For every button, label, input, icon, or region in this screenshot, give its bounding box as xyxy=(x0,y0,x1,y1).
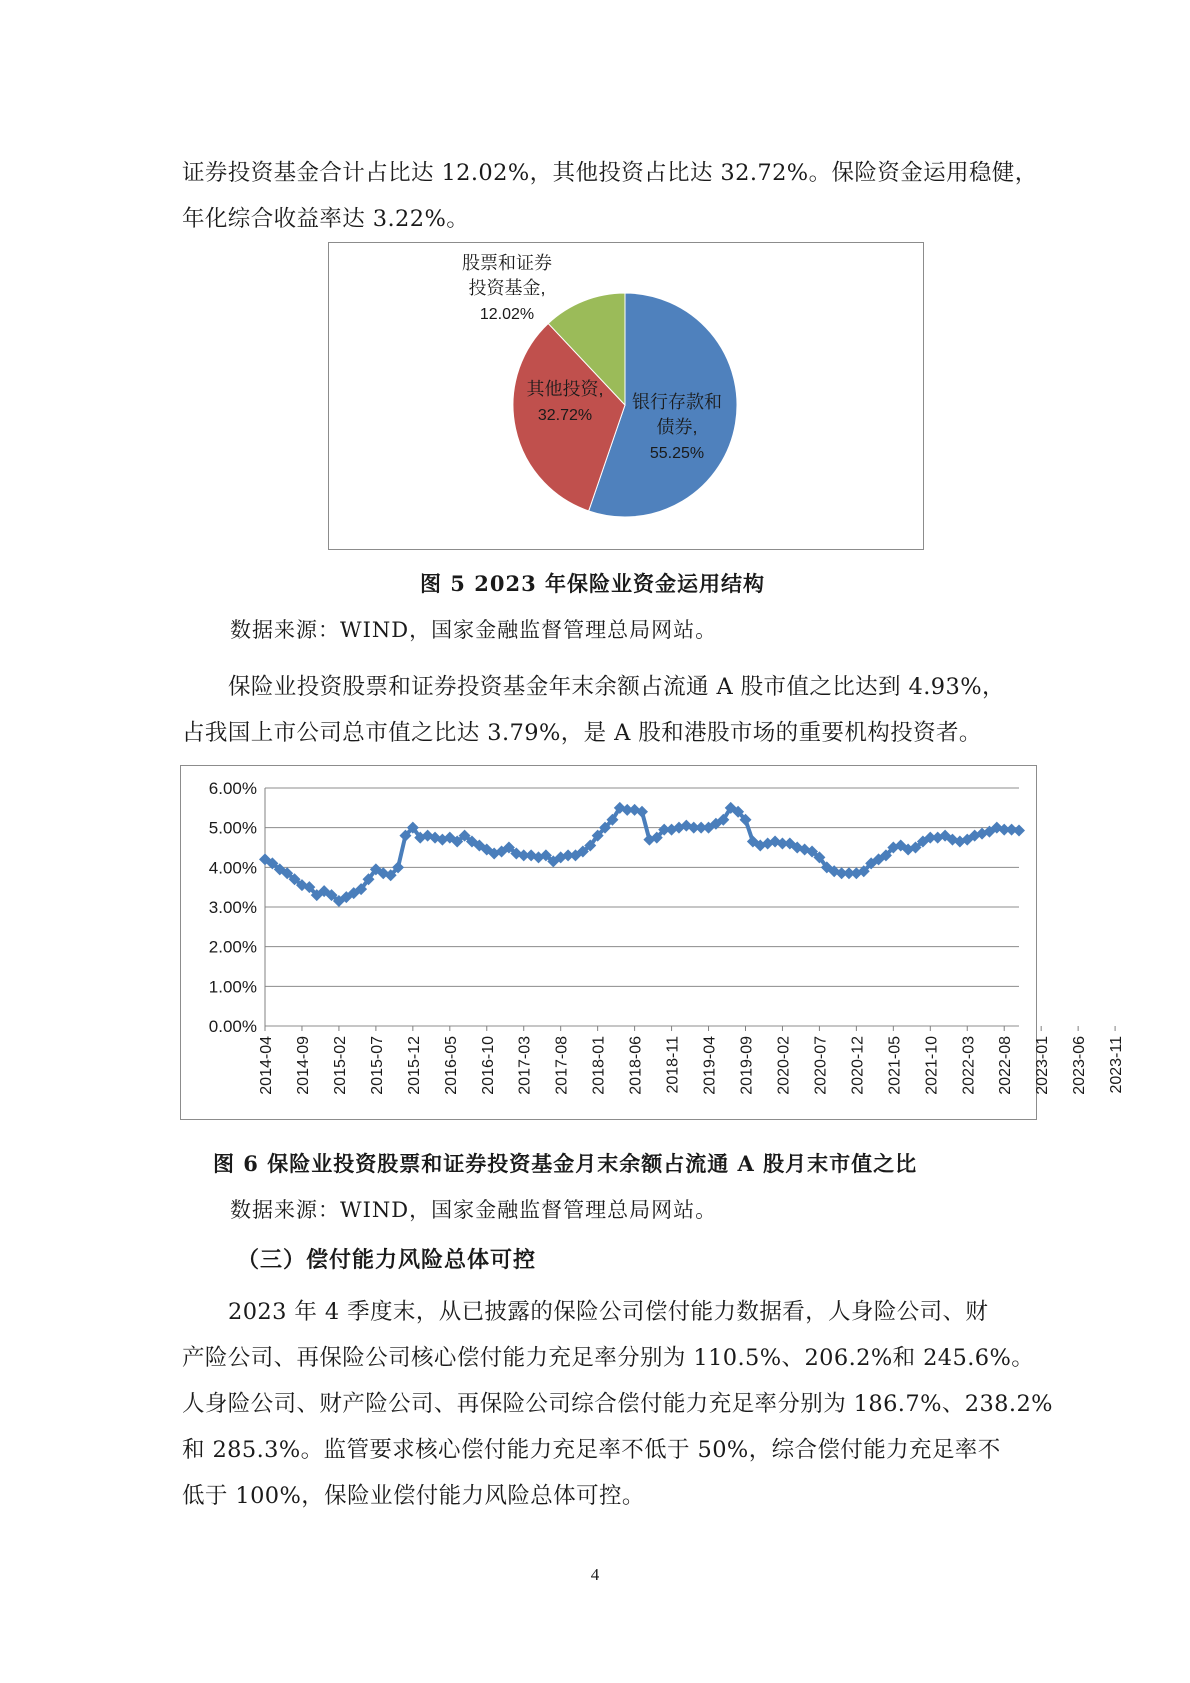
y-tick-label: 1.00% xyxy=(208,977,257,997)
y-tick-label: 0.00% xyxy=(208,1017,257,1036)
pie-category-label: 债券, xyxy=(656,417,698,437)
paragraph-line: 产险公司、再保险公司核心偿付能力充足率分别为 110.5%、206.2%和 245.6%。 xyxy=(182,1345,1035,1371)
x-tick-label: 2019-04 xyxy=(701,1036,719,1095)
x-tick-label: 2016-05 xyxy=(442,1036,460,1095)
paragraph-line: 保险业投资股票和证券投资基金年末余额占流通 A 股市值之比达到 4.93%， xyxy=(228,674,1005,700)
x-tick-label: 2018-01 xyxy=(590,1036,608,1095)
figure5-source: 数据来源：WIND，国家金融监督管理总局网站。 xyxy=(230,618,718,642)
x-tick-label: 2014-09 xyxy=(294,1036,312,1095)
x-tick-label: 2023-01 xyxy=(1034,1036,1052,1095)
x-tick-label: 2020-07 xyxy=(812,1036,830,1095)
x-tick-label: 2019-09 xyxy=(738,1036,756,1095)
pie-category-label: 银行存款和 xyxy=(632,392,722,412)
paragraph-line: 证券投资基金合计占比达 12.02%，其他投资占比达 32.72%。保险资金运用稳健， xyxy=(182,160,1038,186)
paragraph-line: 占我国上市公司总市值之比达 3.79%，是 A 股和港股市场的重要机构投资者。 xyxy=(182,720,982,746)
x-tick-label: 2022-08 xyxy=(997,1036,1015,1095)
pie-category-label: 其他投资, xyxy=(526,379,604,399)
y-tick-label: 6.00% xyxy=(208,779,257,798)
x-tick-label: 2015-02 xyxy=(331,1036,349,1095)
y-tick-label: 2.00% xyxy=(208,937,257,957)
x-tick-label: 2017-08 xyxy=(553,1036,571,1095)
x-tick-label: 2016-10 xyxy=(479,1036,497,1095)
y-tick-label: 3.00% xyxy=(208,898,257,917)
pie-category-label: 股票和证券 xyxy=(462,253,552,273)
x-tick-label: 2021-10 xyxy=(923,1036,941,1095)
x-tick-label: 2023-06 xyxy=(1071,1036,1089,1095)
x-tick-label: 2018-11 xyxy=(664,1036,682,1094)
paragraph-line: 年化综合收益率达 3.22%。 xyxy=(182,206,470,232)
pie-data-label: 32.72% xyxy=(537,407,593,424)
x-tick-label: 2014-04 xyxy=(258,1036,275,1095)
x-tick-label: 2022-03 xyxy=(960,1036,978,1095)
section-heading: （三）偿付能力风险总体可控 xyxy=(237,1247,537,1273)
x-tick-label: 2017-03 xyxy=(516,1036,534,1095)
paragraph-line: 人身险公司、财产险公司、再保险公司综合偿付能力充足率分别为 186.7%、238.2% xyxy=(182,1391,1053,1417)
series-line xyxy=(265,808,1019,901)
data-point xyxy=(1013,824,1025,836)
pie-category-label: 投资基金, xyxy=(468,278,546,298)
paragraph-line: 和 285.3%。监管要求核心偿付能力充足率不低于 50%，综合偿付能力充足率不 xyxy=(182,1437,1001,1463)
figure5-pie-chart xyxy=(329,243,923,549)
figure6-line-chart xyxy=(181,766,1126,1119)
x-tick-label: 2021-05 xyxy=(886,1036,904,1095)
x-tick-label: 2018-06 xyxy=(627,1036,645,1095)
figure6-source: 数据来源：WIND，国家金融监督管理总局网站。 xyxy=(230,1198,718,1222)
figure5-chart-frame xyxy=(328,242,924,550)
y-tick-label: 4.00% xyxy=(208,858,257,878)
x-tick-label: 2015-12 xyxy=(405,1036,423,1095)
pie-data-label: 12.02% xyxy=(479,306,535,323)
x-tick-label: 2023-11 xyxy=(1108,1036,1126,1094)
x-tick-label: 2020-12 xyxy=(849,1036,867,1095)
figure6-chart-frame xyxy=(180,765,1126,1120)
page-number: 4 xyxy=(590,1565,600,1584)
y-tick-label: 5.00% xyxy=(208,818,257,838)
paragraph-line: 低于 100%，保险业偿付能力风险总体可控。 xyxy=(182,1483,645,1509)
figure5-caption: 图 5 2023 年保险业资金运用结构 xyxy=(420,571,765,596)
x-tick-label: 2020-02 xyxy=(775,1036,793,1095)
x-tick-label: 2015-07 xyxy=(368,1036,386,1095)
figure6-caption: 图 6 保险业投资股票和证券投资基金月末余额占流通 A 股月末市值之比 xyxy=(213,1151,918,1176)
paragraph-line: 2023 年 4 季度末，从已披露的保险公司偿付能力数据看，人身险公司、财 xyxy=(228,1299,989,1325)
pie-data-label: 55.25% xyxy=(649,445,705,462)
